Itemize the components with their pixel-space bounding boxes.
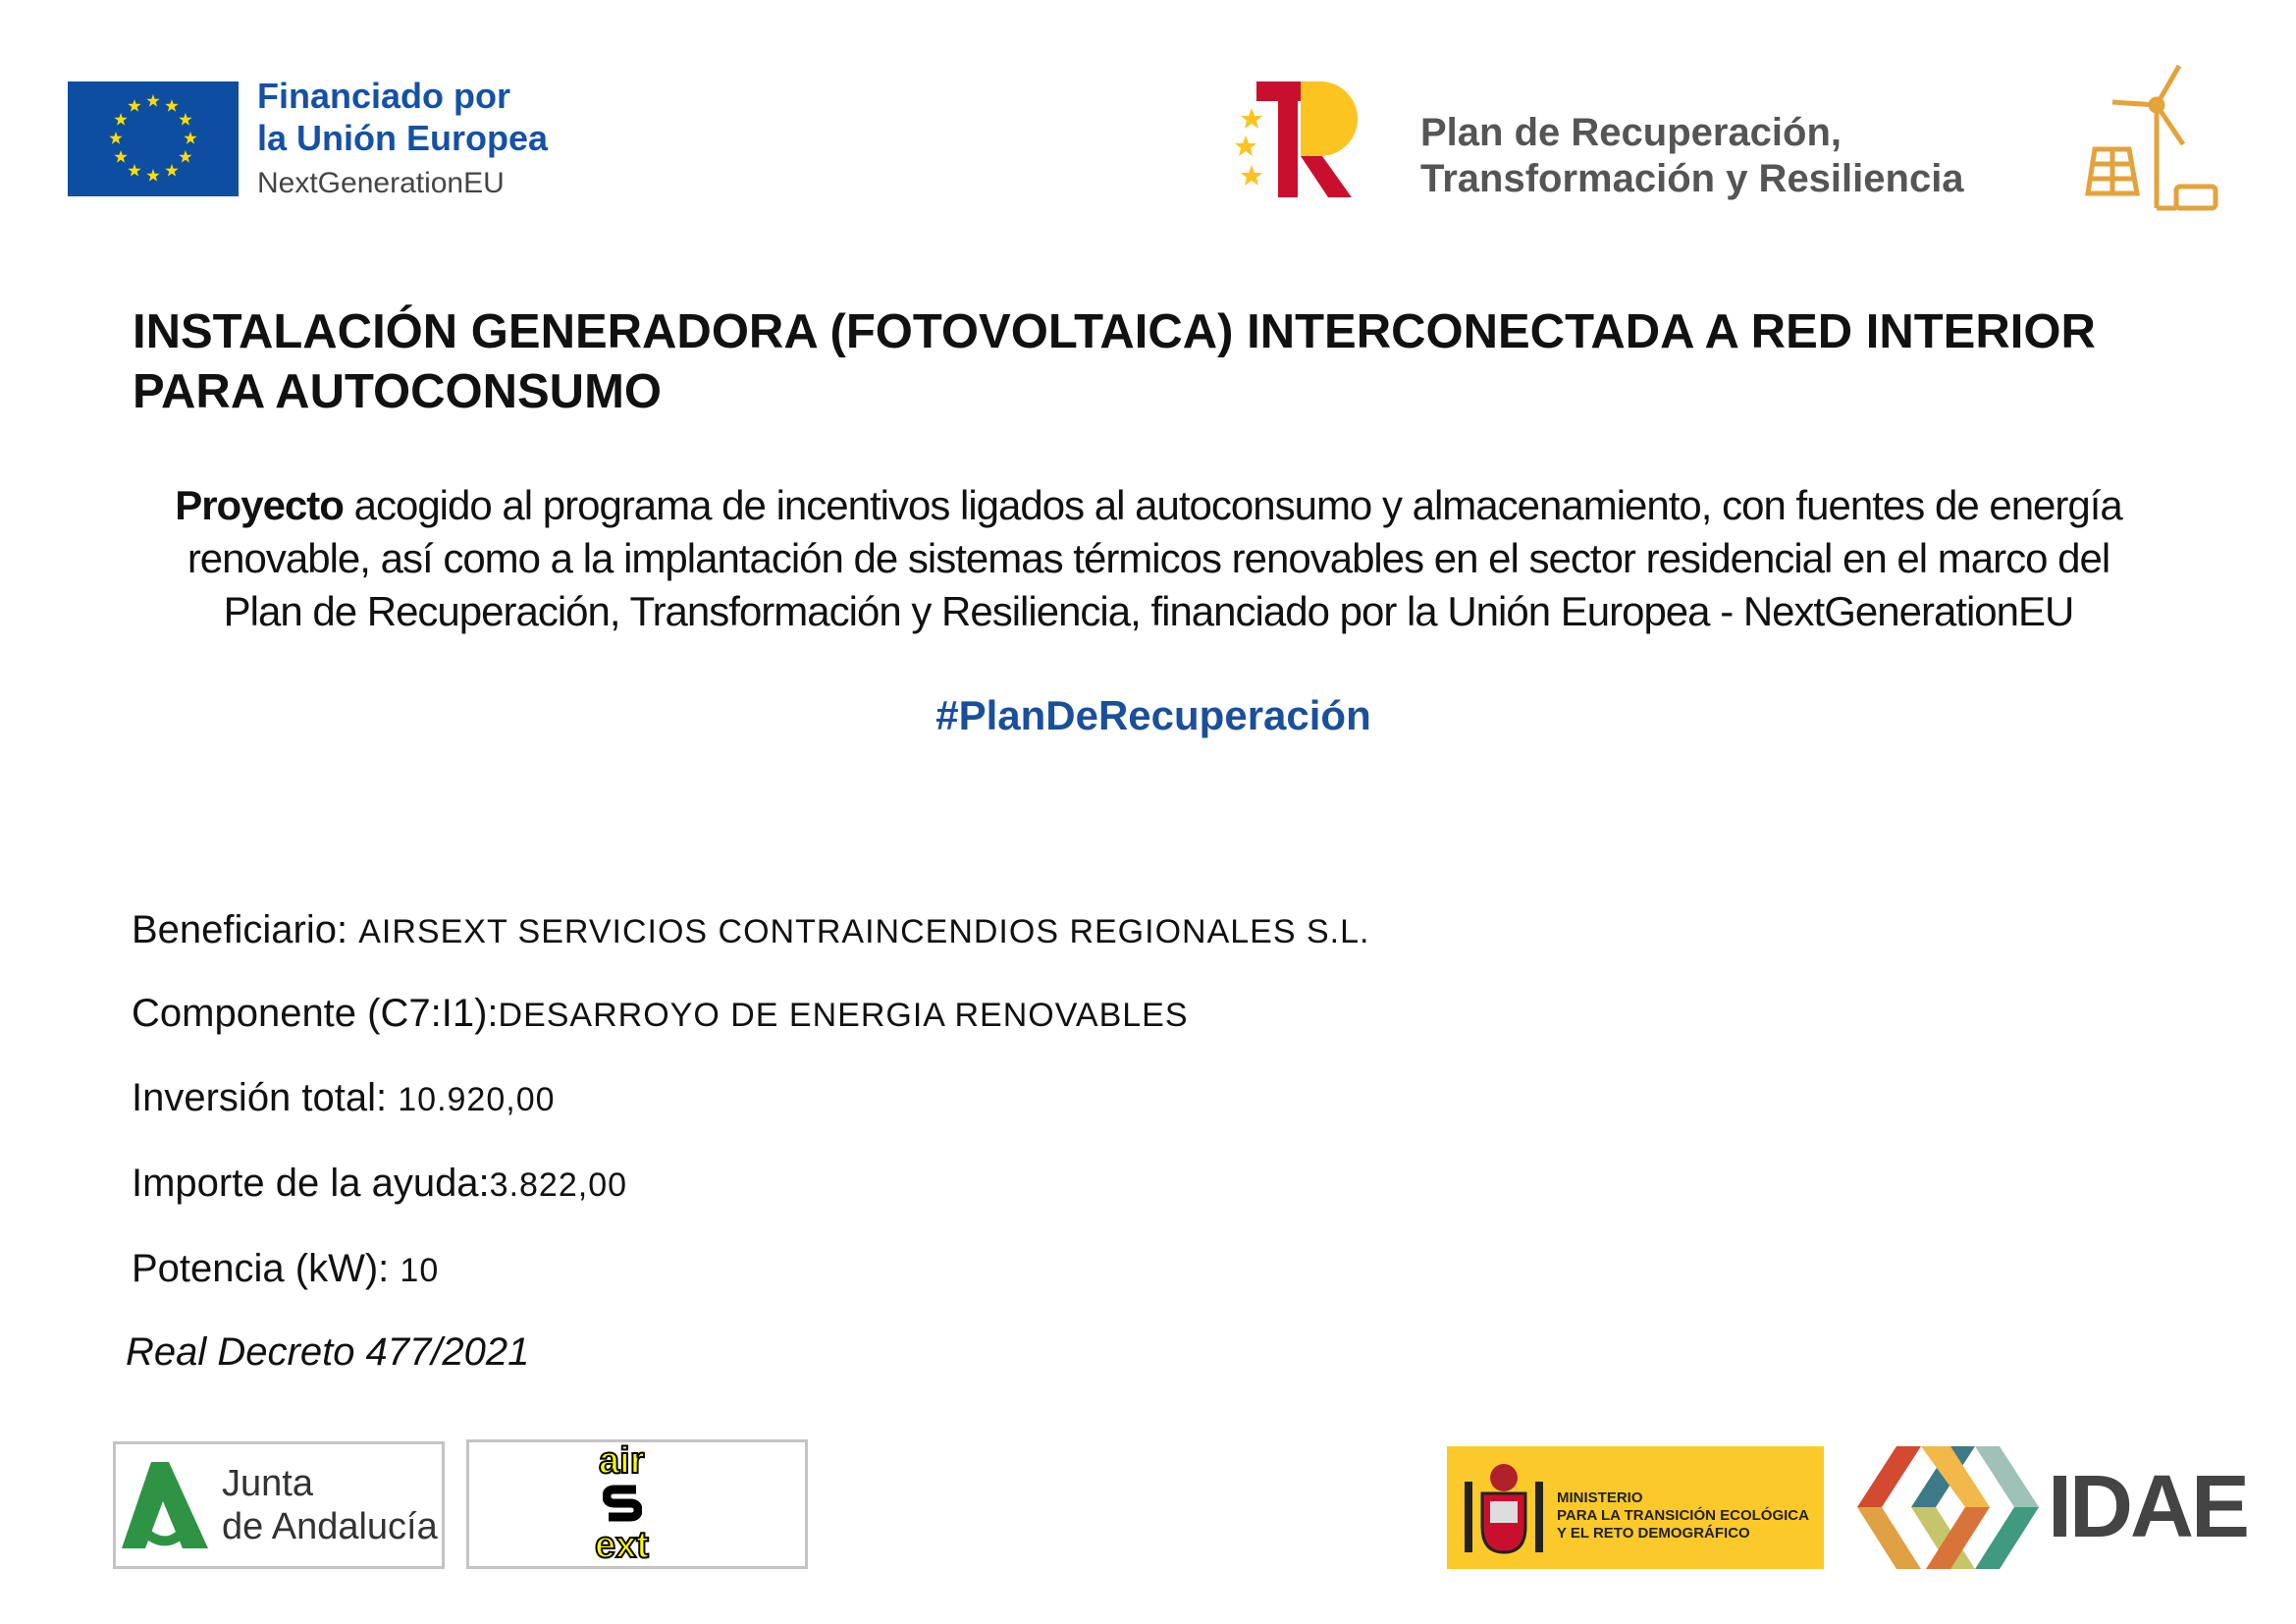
eu-star-icon [179, 113, 191, 126]
hashtag: #PlanDeRecuperación [935, 692, 1371, 738]
idae-mark-icon [1857, 1446, 2039, 1569]
para-line3: Plan de Recuperación, Transformación y Resiliencia, financiado por la Unión Europea - NextGenerationEU [223, 588, 2074, 634]
field-importe [132, 1162, 627, 1206]
field-beneficiario [132, 908, 1369, 952]
eu-star-icon [146, 169, 159, 182]
field-label: Beneficiario: [132, 908, 359, 951]
field-componente [132, 992, 1189, 1036]
eu-flag-logo [68, 81, 239, 196]
real-decreto: Real Decreto 477/2021 [126, 1330, 530, 1374]
eu-star-icon [128, 164, 140, 177]
field-label: Importe de la ayuda: [132, 1162, 490, 1205]
plan-line1: Plan de Recuperación, [1420, 111, 1842, 154]
eu-star-icon [114, 113, 127, 126]
idae-text: IDAE [2048, 1458, 2248, 1556]
ministerio-line2: PARA LA TRANSICIÓN ECOLÓGICA [1557, 1507, 1809, 1524]
eu-funding-text [257, 75, 548, 159]
eu-star-icon [165, 164, 178, 177]
airsext-logo [466, 1439, 808, 1569]
title-line2: PARA AUTOCONSUMO [133, 365, 662, 418]
eu-nextgen: NextGenerationEU [257, 167, 505, 199]
junta-line2: de Andalucía [222, 1506, 438, 1547]
plan-line2: Transformación y Resiliencia [1420, 157, 1964, 200]
junta-line1: Junta [222, 1463, 313, 1504]
eu-star-icon [184, 132, 196, 144]
field-label: Inversión total: [132, 1076, 399, 1119]
para-line1: acogido al programa de incentivos ligados al autoconsumo y almacenamiento, con fuentes de energía [343, 482, 2122, 528]
field-label: Componente (C7:I1): [132, 992, 499, 1035]
field-label: Potencia (kW): [132, 1247, 400, 1290]
eu-line2: la Unión Europea [257, 118, 549, 158]
field-value: 3.822,00 [489, 1166, 628, 1204]
field-value: DESARROYO DE ENERGIA RENOVABLES [498, 997, 1189, 1034]
airext-top: air [599, 1440, 645, 1482]
ministerio-line3: Y EL RETO DEMOGRÁFICO [1557, 1525, 1750, 1542]
ministerio-line1: MINISTERIO [1557, 1489, 1643, 1506]
eu-star-icon [165, 99, 178, 112]
eu-line1: Financiado por [257, 76, 511, 116]
eu-star-icon [109, 132, 122, 144]
field-value: 10.920,00 [398, 1081, 556, 1118]
eu-star-icon [179, 150, 191, 163]
coat-of-arms-icon [1461, 1462, 1549, 1556]
para-line2: renovable, así como a la implantación de sistemas térmicos renovables en el sector residencial en el marco del [187, 535, 2110, 581]
field-inversion [132, 1076, 556, 1120]
prtr-logo [1232, 79, 1384, 206]
wind-solar-icon [2073, 61, 2225, 218]
airext-bottom: ext [595, 1525, 649, 1566]
field-value: 10 [400, 1252, 440, 1289]
page-title [133, 302, 2272, 422]
plan-recuperacion-text [1420, 110, 1964, 202]
title-line1: INSTALACIÓN GENERADORA (FOTOVOLTAICA) INTERCONECTADA A RED INTERIOR [133, 305, 2096, 358]
eu-star-icon [146, 94, 159, 107]
field-value: AIRSEXT SERVICIOS CONTRAINCENDIOS REGIONALES S.L. [358, 913, 1370, 950]
eu-stars-icon [68, 81, 239, 196]
project-description [98, 479, 2199, 638]
project-lead: Proyecto [175, 482, 344, 528]
junta-andalucia-logo [113, 1441, 445, 1569]
ministerio-logo [1447, 1446, 1824, 1569]
eu-star-icon [114, 150, 127, 163]
eu-star-icon [128, 99, 140, 112]
airext-s-mark-icon [603, 1484, 642, 1523]
field-potencia [132, 1247, 439, 1291]
idae-logo [1857, 1446, 2248, 1569]
